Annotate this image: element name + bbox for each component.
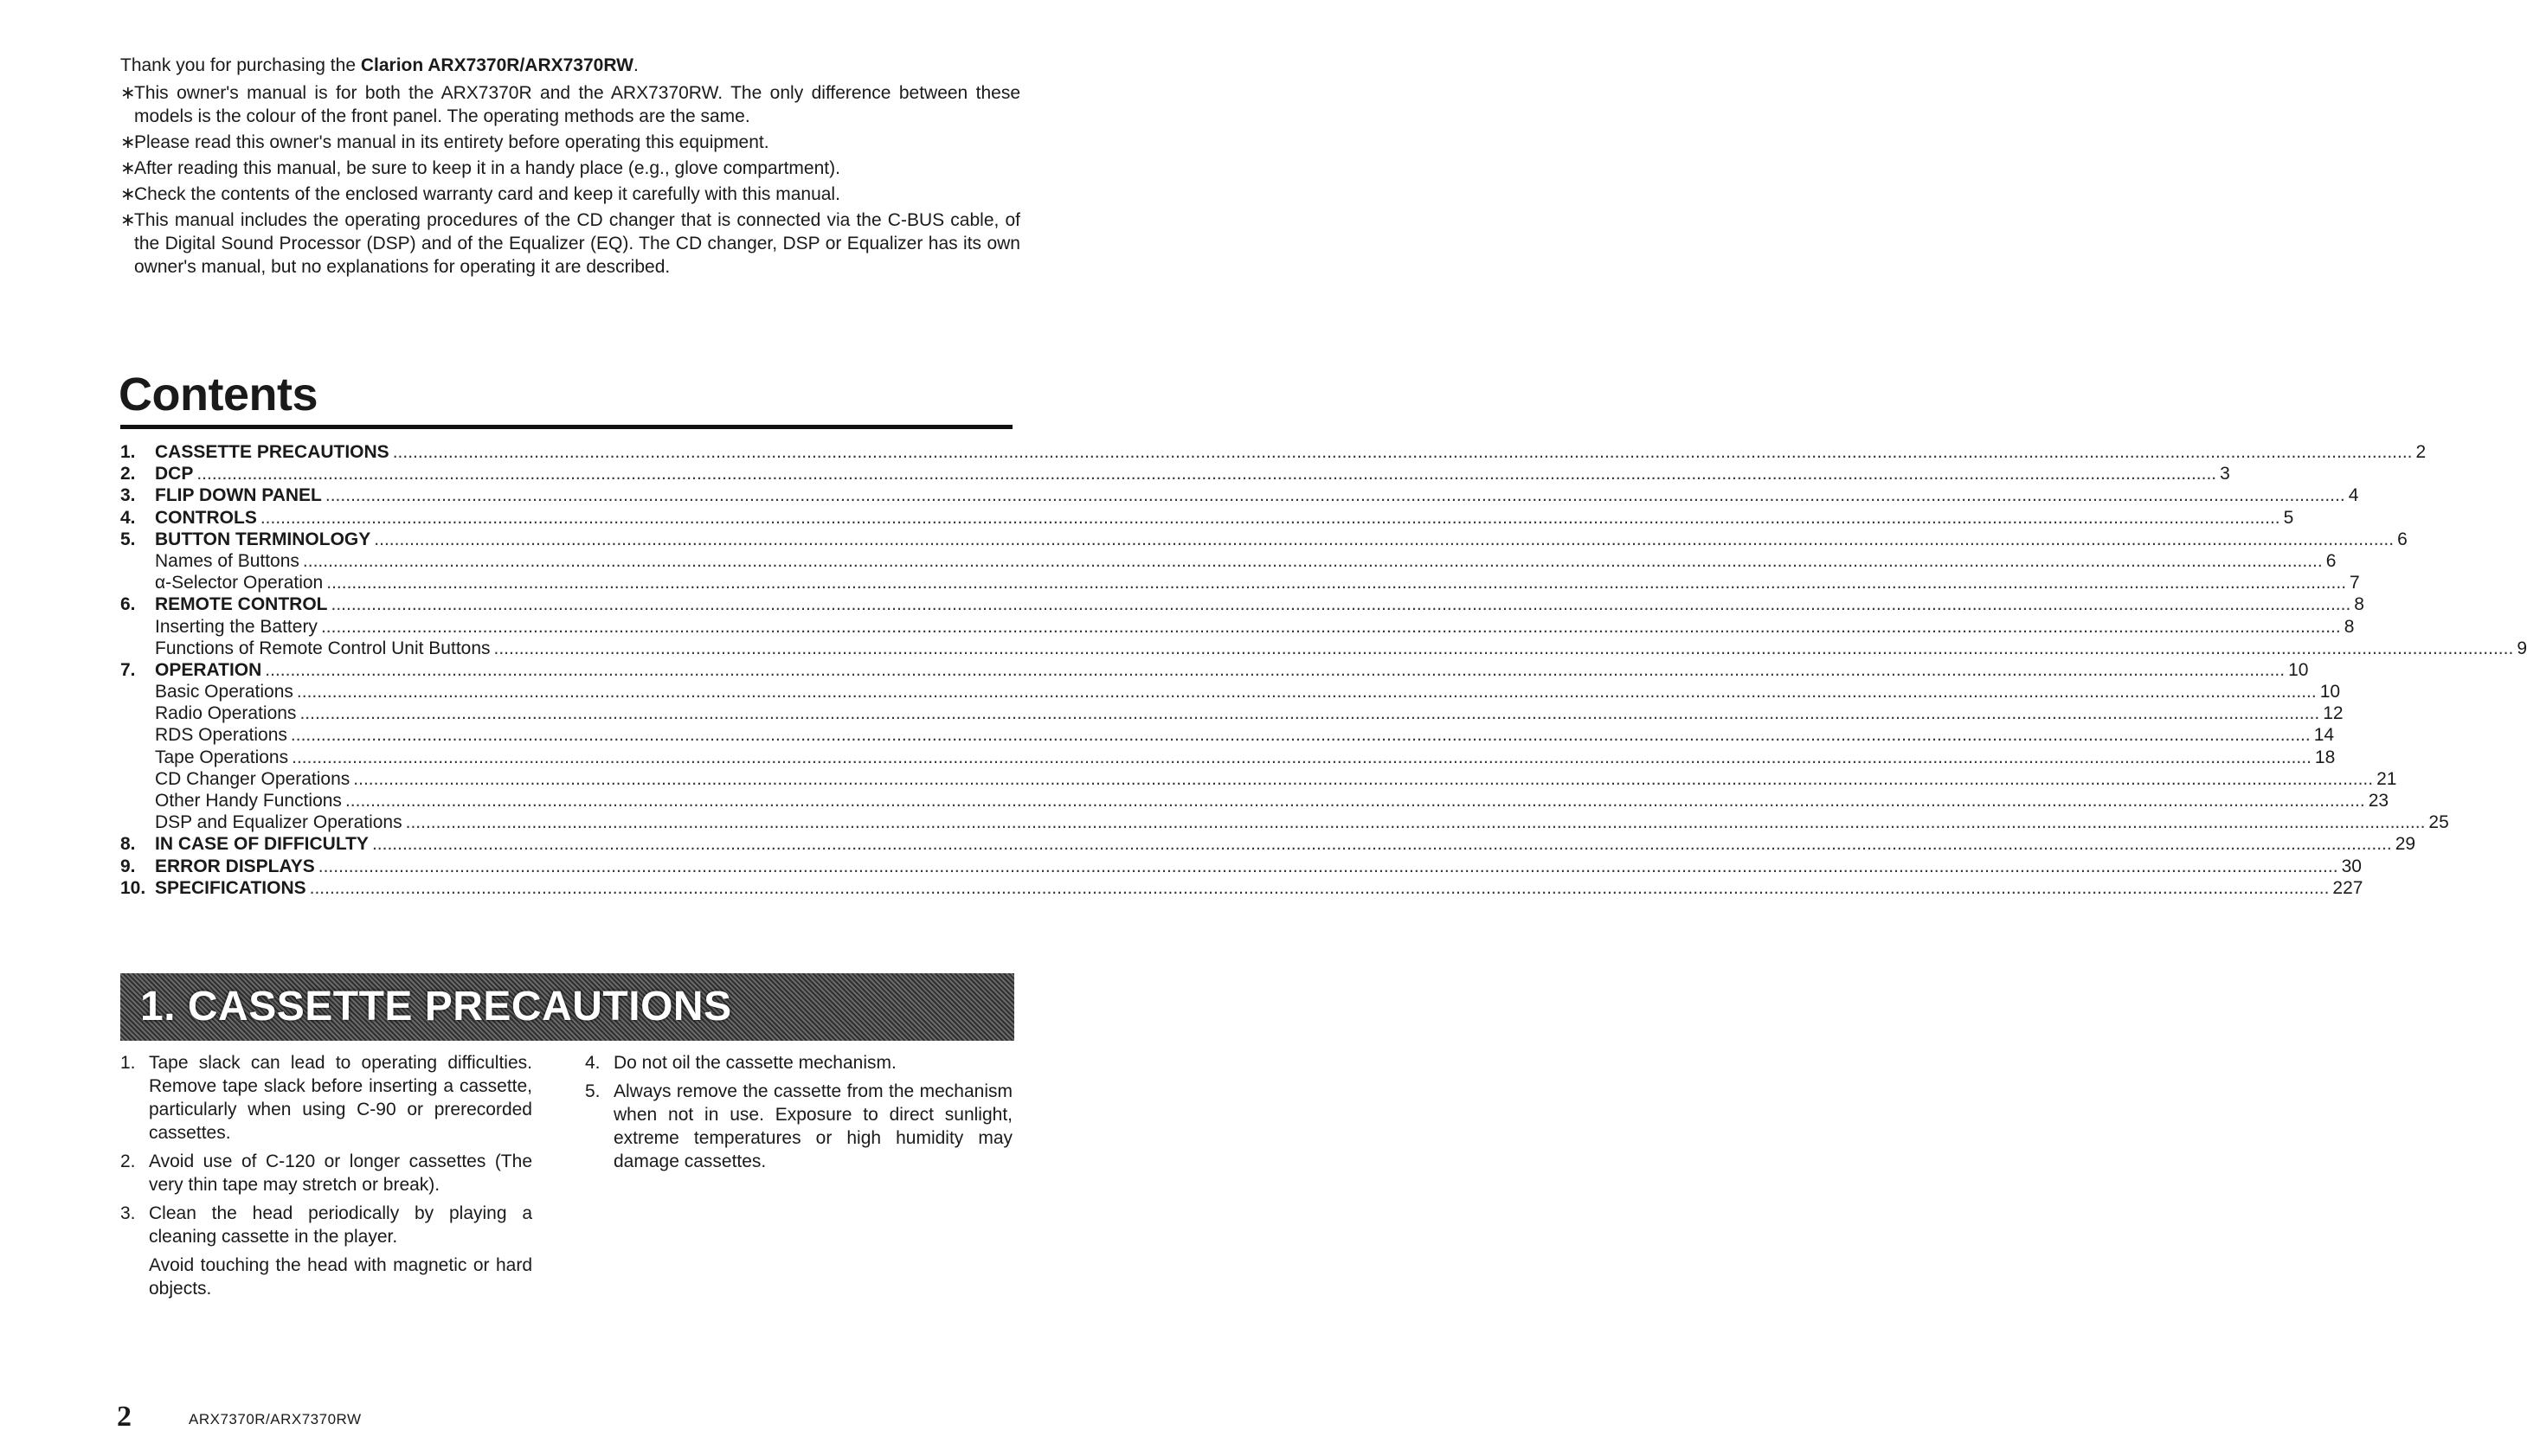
precaution-item <box>585 1080 1013 1173</box>
toc-entry <box>120 681 2341 702</box>
contents-divider <box>120 425 1013 429</box>
toc-entry-title: Names of Buttons <box>155 550 299 571</box>
toc-entry <box>120 747 2336 768</box>
toc-entry-page: 12 <box>2323 703 2344 724</box>
toc-entry-page: 23 <box>2368 791 2389 811</box>
toc-entry <box>120 593 2364 615</box>
precaution-number: 1. <box>120 1053 136 1073</box>
intro-bullet <box>120 81 1020 128</box>
precaution-number: 2. <box>120 1151 136 1171</box>
precaution-text: Avoid use of C-120 or longer cassettes (The very thin tape may stretch or break). <box>149 1151 532 1195</box>
precaution-number: 4. <box>585 1053 601 1073</box>
toc-entry-title: REMOTE CONTROL <box>155 594 328 615</box>
toc-entry-number: 4. <box>120 507 136 528</box>
toc-entry-number: 9. <box>120 856 136 876</box>
toc-entry-page: 4 <box>2348 485 2359 506</box>
toc-entry-page: 29 <box>2395 834 2416 855</box>
toc-entry <box>120 790 2389 811</box>
toc-entry-title: Radio Operations <box>155 703 297 724</box>
toc-entry-page: 18 <box>2314 747 2336 767</box>
toc-entry <box>120 856 2362 877</box>
intro-product-name: Clarion ARX7370R/ARX7370RW <box>360 55 633 75</box>
toc-dot-leader: ................................................................................................................................................................................................................................................................................................................................................................................................................ <box>309 877 2330 898</box>
toc-entry <box>120 484 2359 506</box>
table-of-contents <box>120 441 2527 899</box>
toc-dot-leader: ................................................................................................................................................................................................................................................................................................................................................................................................................ <box>290 725 2311 746</box>
toc-entry-number: 10. <box>120 877 146 898</box>
toc-dot-leader: ................................................................................................................................................................................................................................................................................................................................................................................................................ <box>331 594 2351 615</box>
toc-entry-title: SPECIFICATIONS <box>155 877 306 898</box>
intro-bullet <box>120 157 1020 180</box>
toc-entry <box>120 529 2408 550</box>
precaution-text: Always remove the cassette from the mechanism when not in use. Exposure to direct sunlight, extreme temperatures or high humidity may damage cassettes. <box>614 1081 1013 1171</box>
toc-entry-page: 6 <box>2325 550 2337 571</box>
intro-lead <box>120 54 1020 77</box>
intro-bullet-text: This manual includes the operating procedures of the CD changer that is connected via the C-BUS cable, of the Digital Sound Processor (DSP) and of the Equalizer (EQ). The CD changer, DSP or Equalizer has its own owner's manual, but no explanations for operating it are described. <box>134 210 1020 277</box>
toc-entry-title: OPERATION <box>155 659 262 680</box>
toc-entry-title: DCP <box>155 464 194 484</box>
toc-dot-leader: ................................................................................................................................................................................................................................................................................................................................................................................................................ <box>302 550 2323 571</box>
precautions-list <box>120 1051 532 1300</box>
toc-entry <box>120 877 2363 899</box>
intro-block <box>120 54 1020 281</box>
precaution-item <box>120 1051 532 1145</box>
toc-entry <box>120 550 2337 572</box>
toc-dot-leader: ................................................................................................................................................................................................................................................................................................................................................................................................................ <box>196 464 2217 484</box>
toc-entry-page: 21 <box>2376 768 2397 789</box>
precaution-number: 5. <box>585 1081 601 1101</box>
toc-entry-page: 5 <box>2283 507 2294 528</box>
toc-entry <box>120 811 2449 833</box>
intro-bullet <box>120 183 1020 206</box>
toc-entry <box>120 441 2427 463</box>
toc-entry-number: 8. <box>120 834 136 855</box>
toc-entry-page: 2 <box>2415 442 2427 462</box>
precaution-text: Do not oil the cassette mechanism. <box>614 1053 897 1073</box>
toc-entry-number: 5. <box>120 529 136 549</box>
precautions-list <box>585 1051 1013 1173</box>
intro-bullet-text: Check the contents of the enclosed warranty card and keep it carefully with this manual. <box>134 184 840 204</box>
toc-entry-number: 2. <box>120 464 136 484</box>
toc-dot-leader: ................................................................................................................................................................................................................................................................................................................................................................................................................ <box>371 834 2392 855</box>
toc-entry-title: CASSETTE PRECAUTIONS <box>155 442 389 462</box>
toc-entry <box>120 724 2335 746</box>
toc-dot-leader: ................................................................................................................................................................................................................................................................................................................................................................................................................ <box>493 638 2514 658</box>
intro-bullet <box>120 208 1020 279</box>
toc-entry <box>120 659 2309 681</box>
toc-entry-title: BUTTON TERMINOLOGY <box>155 529 371 549</box>
intro-bullet-text: This owner's manual is for both the ARX7370R and the ARX7370RW. The only difference between these models is the colour of the front panel. The operating methods are the same. <box>134 83 1020 126</box>
toc-entry-number: 6. <box>120 594 136 615</box>
footer-model-name: ARX7370R/ARX7370RW <box>189 1411 362 1427</box>
toc-entry-page: 7 <box>2350 573 2360 593</box>
toc-entry-page: 6 <box>2397 529 2408 549</box>
toc-dot-leader: ................................................................................................................................................................................................................................................................................................................................................................................................................ <box>326 573 2347 593</box>
toc-entry-page: 10 <box>2319 682 2341 702</box>
precaution-item <box>585 1051 1013 1074</box>
toc-entry-title: IN CASE OF DIFFICULTY <box>155 834 369 855</box>
precaution-subtext: Avoid touching the head with magnetic or hard objects. <box>149 1255 532 1299</box>
toc-entry-number: 7. <box>120 659 136 680</box>
toc-entry-page: 8 <box>2354 594 2364 615</box>
toc-dot-leader: ................................................................................................................................................................................................................................................................................................................................................................................................................ <box>374 529 2395 549</box>
toc-dot-leader: ................................................................................................................................................................................................................................................................................................................................................................................................................ <box>392 442 2413 462</box>
toc-entry-title: CONTROLS <box>155 507 257 528</box>
section-banner <box>120 973 1014 1041</box>
intro-bullet-text: Please read this owner's manual in its entirety before operating this equipment. <box>134 132 769 152</box>
toc-entry-title: Inserting the Battery <box>155 616 318 637</box>
intro-bullets <box>120 81 1020 279</box>
section-title: 1. CASSETTE PRECAUTIONS <box>140 984 732 1029</box>
toc-entry-page: 227 <box>2332 877 2363 898</box>
toc-entry-page: 14 <box>2313 725 2335 746</box>
toc-dot-leader: ................................................................................................................................................................................................................................................................................................................................................................................................................ <box>318 856 2338 876</box>
toc-entry-page: 30 <box>2341 856 2362 876</box>
toc-dot-leader: ................................................................................................................................................................................................................................................................................................................................................................................................................ <box>299 703 2320 724</box>
toc-entry <box>120 616 2355 638</box>
precaution-number: 3. <box>120 1203 136 1223</box>
toc-entry <box>120 638 2527 659</box>
toc-entry-title: α-Selector Operation <box>155 573 324 593</box>
intro-bullet-text: After reading this manual, be sure to keep it in a handy place (e.g., glove compartment). <box>134 158 840 178</box>
bullet-mark-icon: ∗ <box>120 158 136 178</box>
toc-entry-number: 1. <box>120 442 136 462</box>
toc-entry-title: Functions of Remote Control Unit Buttons <box>155 638 491 658</box>
toc-entry-title: Basic Operations <box>155 682 293 702</box>
toc-entry-page: 10 <box>2288 659 2309 680</box>
toc-dot-leader: ................................................................................................................................................................................................................................................................................................................................................................................................................ <box>405 812 2426 833</box>
toc-dot-leader: ................................................................................................................................................................................................................................................................................................................................................................................................................ <box>344 791 2365 811</box>
bullet-mark-icon: ∗ <box>120 83 136 103</box>
toc-dot-leader: ................................................................................................................................................................................................................................................................................................................................................................................................................ <box>353 768 2374 789</box>
page-number: 2 <box>117 1401 132 1433</box>
toc-entry-page: 25 <box>2428 812 2449 833</box>
toc-dot-leader: ................................................................................................................................................................................................................................................................................................................................................................................................................ <box>265 659 2286 680</box>
toc-entry-title: CD Changer Operations <box>155 768 350 789</box>
precaution-text: Tape slack can lead to operating difficulties. Remove tape slack before inserting a cassette, particularly when using C-90 or prerecorded cassettes. <box>149 1053 532 1143</box>
toc-dot-leader: ................................................................................................................................................................................................................................................................................................................................................................................................................ <box>292 747 2312 767</box>
contents-title: Contents <box>119 369 318 420</box>
toc-entry-number: 3. <box>120 485 136 506</box>
toc-entry-page: 3 <box>2220 464 2230 484</box>
toc-entry-title: DSP and Equalizer Operations <box>155 812 402 833</box>
toc-entry-title: ERROR DISPLAYS <box>155 856 315 876</box>
toc-dot-leader: ................................................................................................................................................................................................................................................................................................................................................................................................................ <box>260 507 2280 528</box>
toc-entry <box>120 572 2360 593</box>
intro-bullet <box>120 131 1020 154</box>
toc-entry <box>120 463 2230 484</box>
toc-entry-title: Other Handy Functions <box>155 791 342 811</box>
toc-entry-title: FLIP DOWN PANEL <box>155 485 322 506</box>
toc-entry <box>120 702 2344 724</box>
toc-entry <box>120 833 2416 855</box>
bullet-mark-icon: ∗ <box>120 184 136 204</box>
toc-entry <box>120 768 2397 790</box>
bullet-mark-icon: ∗ <box>120 210 136 230</box>
precaution-text: Clean the head periodically by playing a cleaning cassette in the player. <box>149 1203 532 1247</box>
precaution-item <box>120 1202 532 1300</box>
precautions-right-column <box>585 1051 1013 1178</box>
toc-entry-title: Tape Operations <box>155 747 289 767</box>
toc-entry-page: 8 <box>2344 616 2355 637</box>
toc-dot-leader: ................................................................................................................................................................................................................................................................................................................................................................................................................ <box>325 485 2345 506</box>
precautions-left-column <box>120 1051 532 1305</box>
intro-lead-period: . <box>633 55 639 75</box>
toc-dot-leader: ................................................................................................................................................................................................................................................................................................................................................................................................................ <box>320 616 2341 637</box>
toc-entry-title: RDS Operations <box>155 725 287 746</box>
precaution-item <box>120 1150 532 1196</box>
toc-entry-page: 9 <box>2517 638 2527 658</box>
toc-dot-leader: ................................................................................................................................................................................................................................................................................................................................................................................................................ <box>296 682 2317 702</box>
toc-entry <box>120 507 2294 529</box>
bullet-mark-icon: ∗ <box>120 132 136 152</box>
intro-lead-text: Thank you for purchasing the <box>120 55 361 75</box>
